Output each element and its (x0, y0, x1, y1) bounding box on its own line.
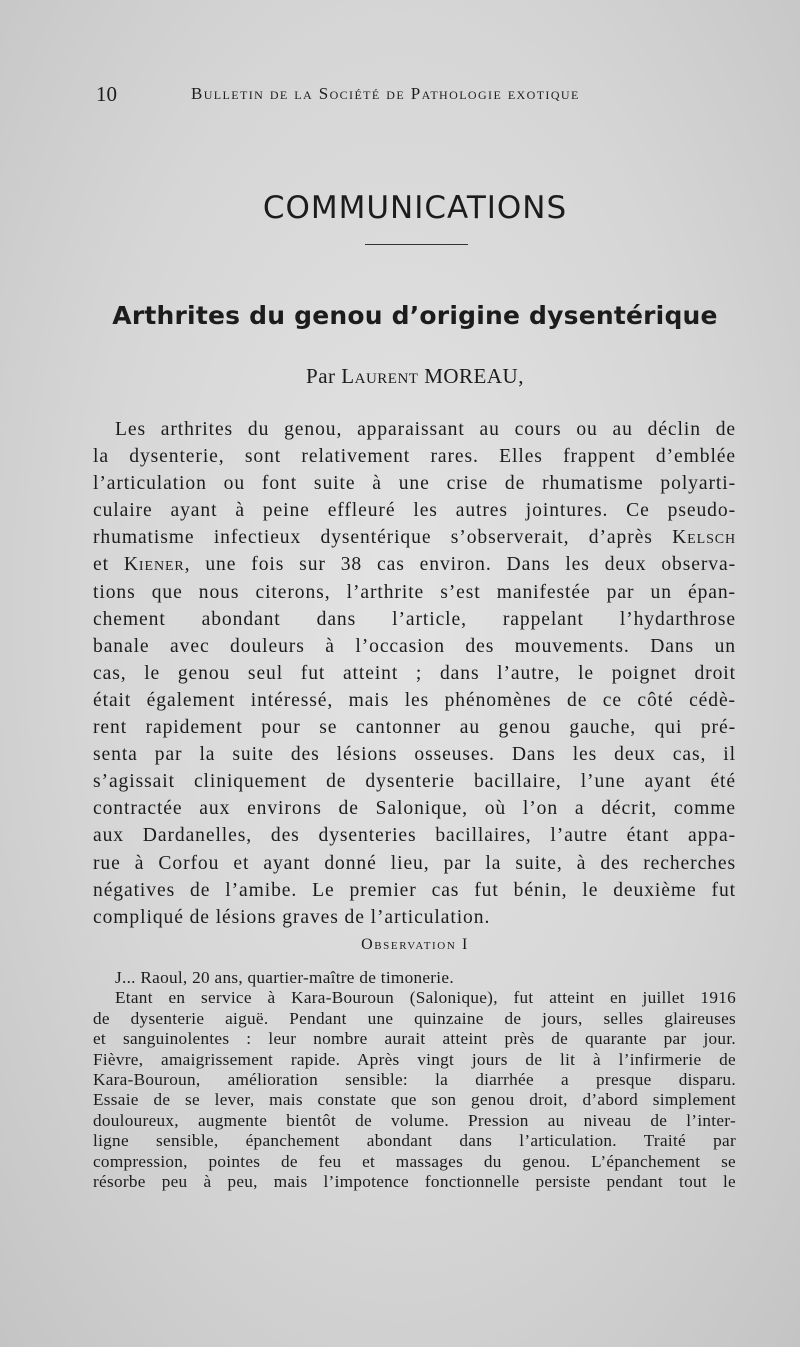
paragraph-line: aux Dardanelles, des dysenteries bacillaires, l’autre étant appa- (93, 825, 736, 847)
paragraph-line: chement abondant dans l’article, rappelant l’hydarthrose (93, 608, 736, 630)
cited-author-kelsch: Kelsch (672, 527, 736, 549)
case-line: compression, pointes de feu et massages du genou. L’épanchement se (93, 1151, 736, 1171)
paragraph-line: contractée aux environs de Salonique, où l’on a décrit, comme (93, 798, 736, 820)
paragraph-line: était également intéressé, mais les phénomènes de ce côté cédè- (93, 689, 736, 711)
case-line: Kara-Bouroun, amélioration sensible: la diarrhée a presque disparu. (93, 1070, 736, 1090)
case-line: Fièvre, amaigrissement rapide. Après vingt jours de lit à l’infirmerie de (93, 1049, 736, 1069)
article-title: Arthrites du genou d’origine dysentérique (112, 301, 718, 330)
main-paragraph (93, 416, 736, 931)
paragraph-line: la dysenterie, sont relativement rares. Elles frappent d’emblée (93, 446, 736, 468)
page-number: 10 (96, 82, 117, 106)
case-line: et sanguinolentes : leur nombre aurait atteint près de quarante par jour. (93, 1029, 736, 1049)
paragraph-line: cas, le genou seul fut atteint ; dans l’autre, le poignet droit (93, 662, 736, 684)
paragraph-text: rhumatisme infectieux dysentérique s’observerait, d’après (93, 527, 653, 549)
journal-title: Bulletin de la Société de Pathologie exotique (191, 84, 580, 103)
paragraph-line (93, 551, 736, 578)
paragraph-line: s’agissait cliniquement de dysenterie bacillaire, l’une ayant été (93, 771, 736, 793)
section-title: COMMUNICATIONS (262, 190, 568, 226)
paragraph-line: compliqué de lésions graves de l’articulation. (93, 906, 491, 928)
paragraph-line: rent rapidement pour se cantonner au genou gauche, qui pré- (93, 717, 736, 739)
byline (0, 364, 800, 389)
paragraph-line: tions que nous citerons, l’arthrite s’est manifestée par un épan- (93, 581, 736, 603)
case-report (93, 968, 736, 1192)
byline-prefix: Par (306, 364, 336, 388)
case-line: résorbe peu à peu, mais l’impotence fonctionnelle persiste pendant tout le (93, 1172, 736, 1192)
case-line: Etant en service à Kara-Bouroun (Salonique), fut atteint en juillet 1916 (115, 988, 736, 1008)
case-line: Essaie de se lever, mais constate que son genou droit, d’abord simplement (93, 1090, 736, 1110)
case-line: ligne sensible, épanchement abondant dans l’articulation. Traité par (93, 1131, 736, 1151)
cited-author-kiener: Kiener (123, 554, 185, 576)
paragraph-line (93, 524, 736, 551)
author-first-name: Laurent (341, 364, 419, 388)
paragraph-line: banale avec douleurs à l’occasion des mouvements. Dans un (93, 635, 736, 657)
paragraph-text: , une fois sur 38 cas environ. Dans les deux observa- (184, 554, 736, 576)
paragraph-line: culaire ayant à peine effleuré les autres jointures. Ce pseudo- (93, 500, 736, 522)
case-line: de dysenterie aiguë. Pendant une quinzaine de jours, selles glaireuses (93, 1008, 736, 1028)
section-divider (365, 244, 468, 245)
author-last-name: MOREAU, (424, 364, 524, 388)
paragraph-line: négatives de l’amibe. Le premier cas fut bénin, le deuxième fut (93, 879, 736, 901)
paragraph-text: et (93, 554, 109, 576)
paragraph-line: senta par la suite des lésions osseuses. Dans les deux cas, il (93, 744, 736, 766)
paragraph-line: l’articulation ou font suite à une crise de rhumatisme polyarti- (93, 473, 736, 495)
paragraph-line: rue à Corfou et ayant donné lieu, par la suite, à des recherches (93, 852, 736, 874)
case-line: J... Raoul, 20 ans, quartier-maître de timonerie. (115, 968, 454, 987)
case-line: douloureux, augmente bientôt de volume. Pression au niveau de l’inter- (93, 1110, 736, 1130)
observation-heading: Observation I (361, 936, 469, 953)
paragraph-line: Les arthrites du genou, apparaissant au cours ou au déclin de (115, 419, 736, 440)
running-head (96, 82, 746, 112)
